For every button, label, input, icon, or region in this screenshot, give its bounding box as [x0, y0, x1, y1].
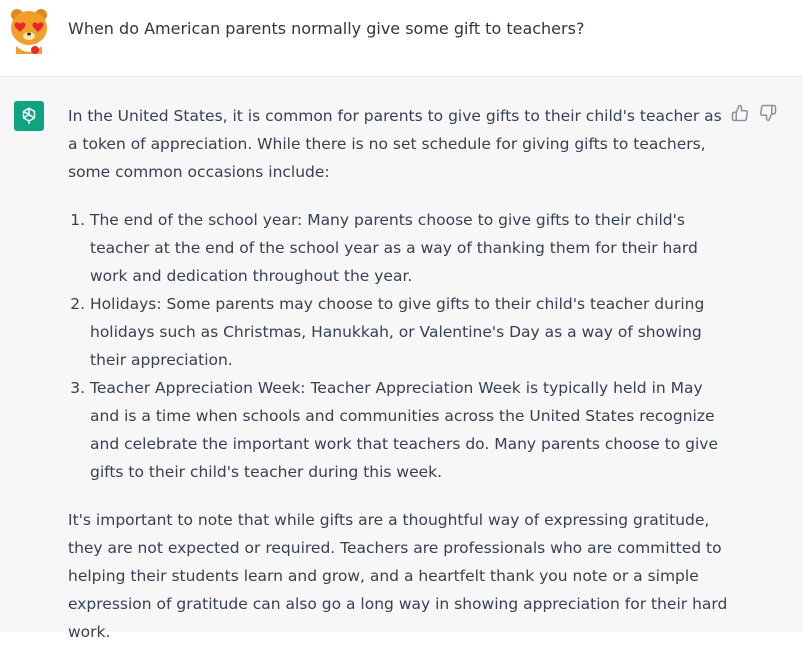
- assistant-avatar: [14, 101, 44, 131]
- thumbs-down-button[interactable]: [759, 104, 779, 124]
- cartoon-bear-heart-eyes-icon: [8, 6, 50, 56]
- assistant-message-row: [0, 77, 803, 641]
- list-item: 2. Holidays: Some parents may choose to give gifts to their child's teacher during holidays such as Christmas, Hanukkah, or Valentine's Day as a way of showing their appreciation.: [90, 290, 728, 374]
- intro-paragraph: In the United States, it is common for parents to give gifts to their child's teacher as a token of appreciation. While there is no set schedule for giving gifts to teachers, some common occasions include:: [68, 107, 722, 181]
- occasions-list: [68, 206, 728, 486]
- user-message-row: [0, 0, 803, 77]
- list-item: 3. Teacher Appreciation Week: Teacher Appreciation Week is typically held in May and is a time when schools and communities across the United States recognize and celebrate the important work that teachers do. Many parents choose to give gifts to their child's teacher during this week.: [90, 374, 728, 486]
- list-item: 1. The end of the school year: Many parents choose to give gifts to their child's teacher at the end of the school year as a way of thanking them for their hard work and dedication throughout the year.: [90, 206, 728, 290]
- closing-paragraph: It's important to note that while gifts are a thoughtful way of expressing gratitude, they are not expected or required. Teachers are professionals who are committed to helping their students learn and grow, and a heartfelt thank you note or a simple expression of gratitude can also go a long way in showing appreciation for their hard work.: [68, 511, 728, 641]
- assistant-message-content: [68, 102, 728, 646]
- thumbs-down-icon: [759, 104, 777, 122]
- user-message-text: When do American parents normally give some gift to teachers?: [68, 19, 585, 38]
- chatgpt-logo-icon: [18, 105, 40, 127]
- user-avatar: [8, 6, 50, 56]
- thumbs-up-button[interactable]: [731, 104, 751, 124]
- thumbs-up-icon: [731, 104, 749, 122]
